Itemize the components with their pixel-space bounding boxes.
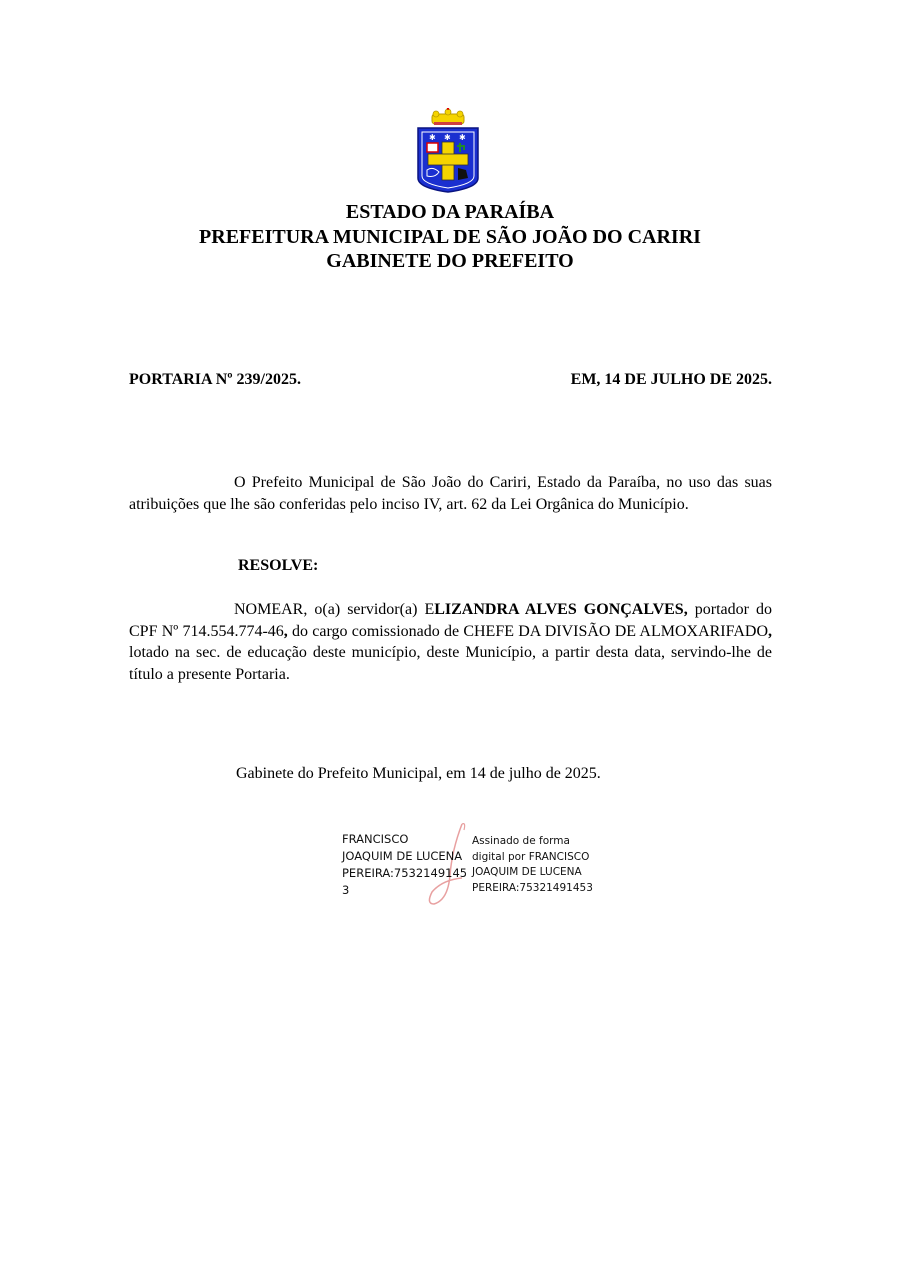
cargo-comma: , <box>768 622 773 640</box>
portaria-number: PORTARIA Nº 239/2025. <box>129 371 301 388</box>
svg-text:✱: ✱ <box>444 133 451 142</box>
svg-text:✱: ✱ <box>459 133 466 142</box>
portaria-date: EM, 14 DE JULHO DE 2025. <box>570 371 772 388</box>
resolve-heading: RESOLVE: <box>238 557 319 574</box>
digital-note-line-4: PEREIRA:75321491453 <box>472 881 593 894</box>
svg-text:✱: ✱ <box>429 133 436 142</box>
signer-line-2: JOAQUIM DE LUCENA <box>342 849 463 863</box>
crown-icon <box>432 108 464 125</box>
digital-note-line-2: digital por FRANCISCO <box>472 850 590 863</box>
nomear-prefix: NOMEAR, o(a) servidor(a) E <box>234 601 435 618</box>
cpf-comma: , <box>283 622 288 640</box>
municipality-heading: PREFEITURA MUNICIPAL DE SÃO JOÃO DO CARIRI <box>199 226 701 248</box>
cargo-text: do cargo comissionado de CHEFE DA DIVISÃO DE ALMOXARIFADO <box>287 622 769 640</box>
signer-line-1: FRANCISCO <box>342 832 409 846</box>
state-heading: ESTADO DA PARAÍBA <box>345 201 555 223</box>
signer-line-3: PEREIRA:7532149145 <box>342 866 468 880</box>
signer-line-4: 3 <box>342 883 350 897</box>
nominee-name: LIZANDRA ALVES GONÇALVES, <box>434 601 688 618</box>
office-heading: GABINETE DO PREFEITO <box>326 250 574 272</box>
digital-note-line-3: JOAQUIM DE LUCENA <box>472 866 582 878</box>
closing-line: Gabinete do Prefeito Municipal, em 14 de julho de 2025. <box>236 765 601 782</box>
preamble-text: O Prefeito Municipal de São João do Cariri, Estado da Paraíba, no uso das suas atribuições que lhe são conferidas pelo inciso IV, art. 62 da Lei Orgânica do Município. <box>129 474 772 513</box>
nomination-paragraph <box>129 599 772 685</box>
rest-text: lotado na sec. de educação deste município, deste Município, a partir desta data, servindo-lhe de título a presente Portaria. <box>129 644 772 683</box>
municipal-coat-of-arms <box>414 108 482 194</box>
digital-note-line-1: Assinado de forma <box>472 835 570 847</box>
preamble-paragraph <box>129 472 772 515</box>
signature-digital-note <box>472 834 593 896</box>
cpf-text: portador do CPF Nº 714.554.774-46 <box>129 601 773 640</box>
signature-signer-block <box>342 831 467 899</box>
